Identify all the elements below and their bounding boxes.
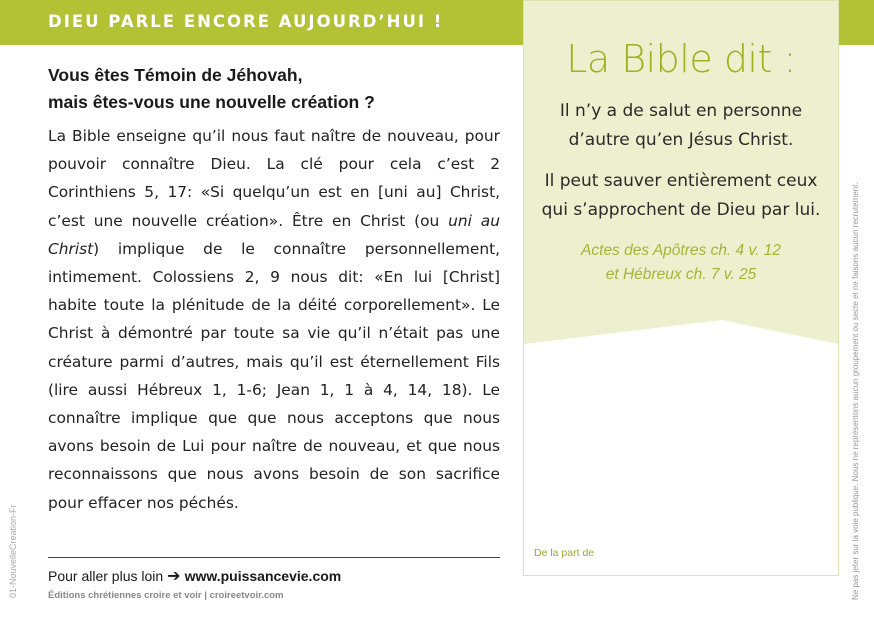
further-reading-line	[48, 566, 341, 586]
further-reading-label: Pour aller plus loin	[48, 568, 164, 584]
panel-title: La Bible dit :	[566, 37, 796, 81]
from-label: De la part de	[534, 547, 595, 559]
footer-divider	[48, 557, 500, 558]
side-notice: Ne pas jeter sur la voie publique. Nous ne représentons aucun groupement ou secte et ne faisons aucun recrutement.	[851, 182, 860, 600]
verse-1-line-1: Il n’y a de salut en personne	[559, 101, 803, 121]
body-text-part-1: La Bible enseigne qu’il nous faut naître de nouveau, pour pouvoir connaître Dieu. La clé pour cela c’est 2 Corinthiens 5, 17: «Si quelqu’un est en [uni au] Christ, c’est une nouvelle création». Être en Christ (ou	[48, 127, 500, 230]
reference-line-1: Actes des Apôtres ch. 4 v. 12	[581, 242, 781, 259]
bible-quote-panel	[523, 0, 839, 576]
banner-title: DIEU PARLE ENCORE AUJOURD’HUI !	[48, 12, 444, 31]
website-link[interactable]: www.puissancevie.com	[184, 568, 342, 584]
heading-line-1: Vous êtes Témoin de Jéhovah,	[48, 65, 303, 85]
verse-1-line-2: d’autre qu’en Jésus Christ.	[568, 130, 794, 150]
publisher-credit: Éditions chrétiennes croire et voir | croireetvoir.com	[48, 590, 284, 601]
verse-2-line-1: Il peut sauver entièrement ceux	[544, 171, 818, 191]
body-paragraph	[48, 122, 500, 517]
arrow-right-icon: ➔	[167, 568, 181, 585]
body-text-italic: uni au Christ	[48, 211, 500, 258]
reference-line-2: et Hébreux ch. 7 v. 25	[605, 266, 757, 283]
verse-reference	[524, 239, 838, 287]
side-code-label: 01-NouvelleCreation-Fr	[8, 504, 18, 598]
verse-2-line-2: qui s’approchent de Dieu par lui.	[541, 200, 821, 220]
verse-quote-1	[524, 97, 838, 155]
heading-line-2: mais êtes-vous une nouvelle création ?	[48, 92, 375, 112]
verse-quote-2	[524, 167, 838, 225]
main-heading	[48, 62, 375, 116]
body-text-part-2: ) implique de le connaître personnellement, intimement. Colossiens 2, 9 nous dit: «En lui [Christ] habite toute la plénitude de la déité corporellement». Le Christ à démontré par toute sa vie qu’il n’était pas une créature parmi d’autres, mais qu’il est éternellement Fils (lire aussi Hébreux 1, 1-6; Jean 1, 1 à 4, 14, 18). Le connaître implique que que nous acceptons que nous avons besoin de Lui pour naître de nouveau, et que nous reconnaissons que nous avons besoin de son sacrifice pour effacer nos péchés.	[48, 239, 500, 512]
